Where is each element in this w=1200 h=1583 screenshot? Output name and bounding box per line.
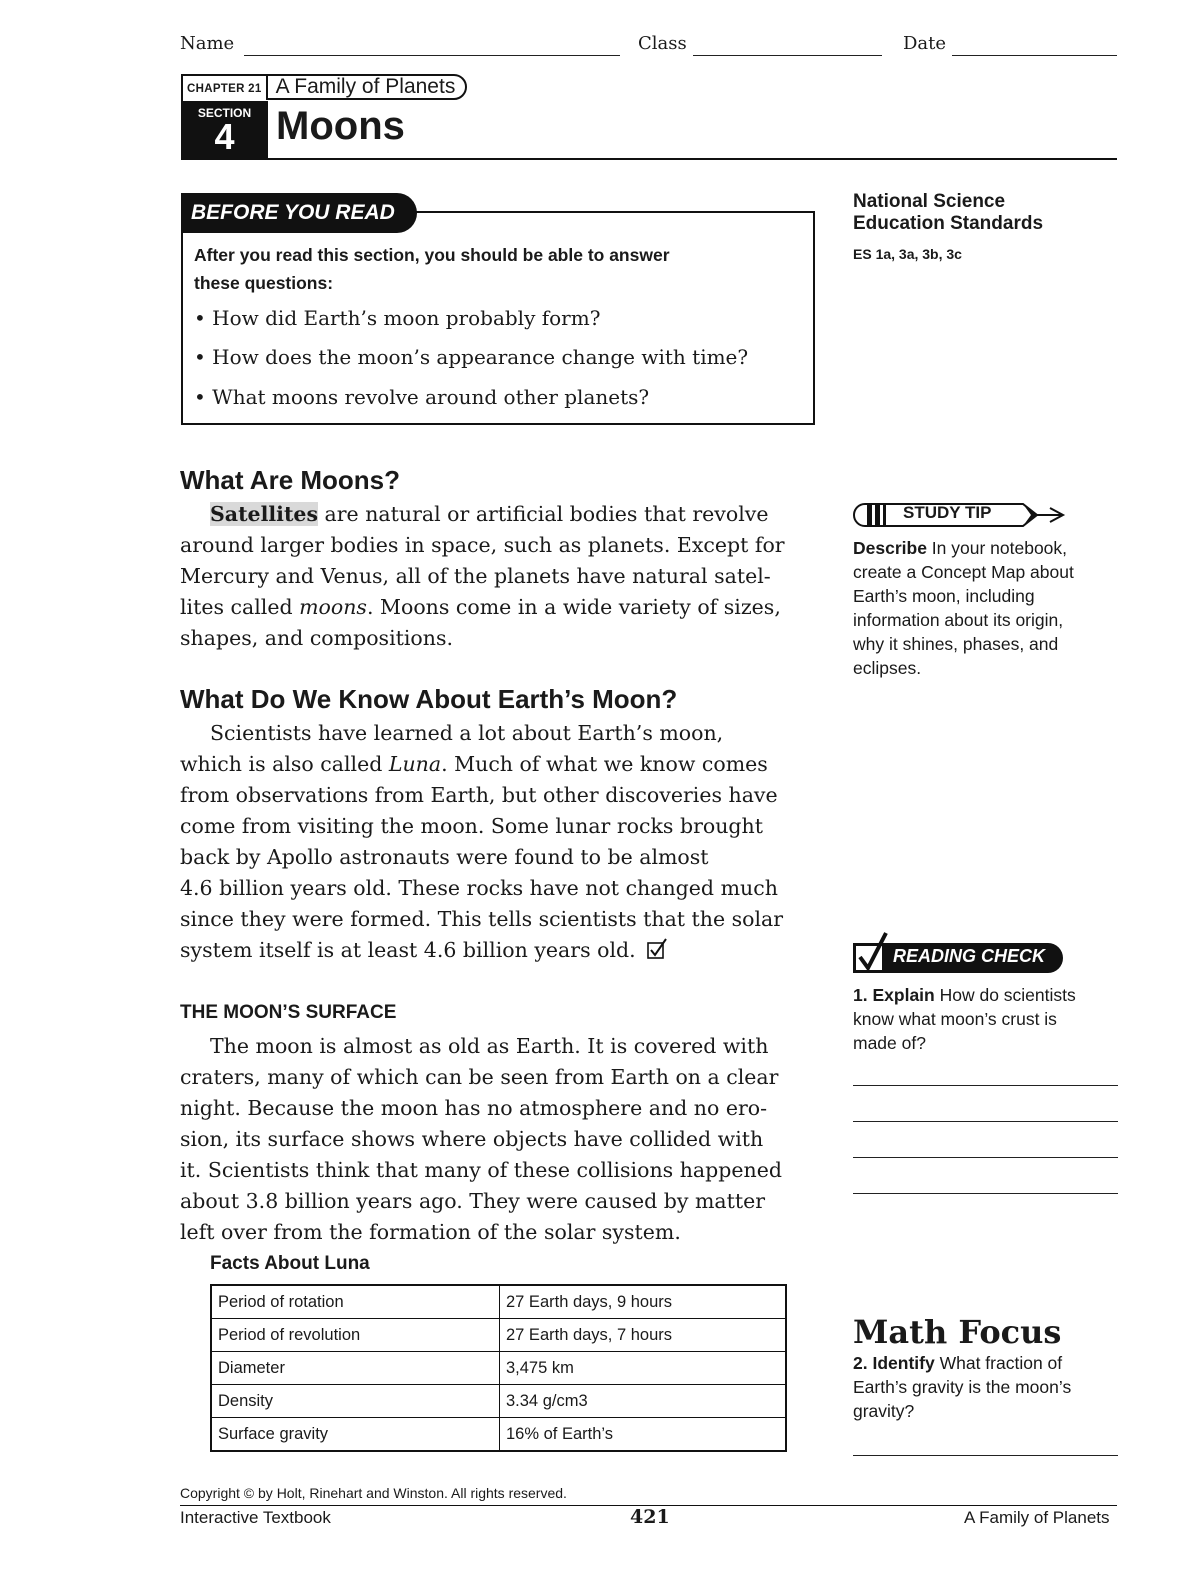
- reading-check-badge: [853, 937, 1065, 977]
- standards-title-line: Education Standards: [853, 213, 1044, 234]
- before-you-read-tab: BEFORE YOU READ: [181, 193, 417, 233]
- table-cell: 27 Earth days, 9 hours: [500, 1285, 787, 1319]
- table-cell: 16% of Earth’s: [500, 1418, 787, 1452]
- table-row: [211, 1418, 786, 1452]
- footer-book-title: Interactive Textbook: [180, 1508, 331, 1527]
- answer-line[interactable]: [853, 1157, 1118, 1158]
- before-you-read-intro: [194, 241, 804, 297]
- vocab-term: Satellites: [210, 502, 319, 526]
- table-cell: 3.34 g/cm3: [500, 1385, 787, 1418]
- table-cell: Period of revolution: [211, 1319, 500, 1352]
- answer-line[interactable]: [853, 1193, 1118, 1194]
- question-item: • How does the moon’s appearance change with time?: [194, 345, 749, 369]
- table-cell: 27 Earth days, 7 hours: [500, 1319, 787, 1352]
- standards-codes: ES 1a, 3a, 3b, 3c: [853, 246, 962, 262]
- reading-check-text: 1. Explain How do scientists know what moon’s crust is made of?: [853, 985, 1076, 1053]
- chapter-row: [181, 74, 467, 102]
- chapter-name: A Family of Planets: [266, 74, 468, 100]
- page-number: 421: [630, 1506, 670, 1528]
- table-cell: Diameter: [211, 1352, 500, 1385]
- table-row: [211, 1385, 786, 1418]
- copyright: Copyright © by Holt, Rinehart and Winston. All rights reserved.: [180, 1485, 567, 1501]
- table-row: [211, 1319, 786, 1352]
- answer-line[interactable]: [853, 1455, 1118, 1456]
- table-cell: Period of rotation: [211, 1285, 500, 1319]
- facts-table: [210, 1284, 787, 1452]
- reading-check-label: READING CHECK: [893, 946, 1046, 966]
- intro-line: After you read this section, you should be able to answer: [194, 245, 670, 265]
- date-field[interactable]: [952, 55, 1117, 56]
- heading-earths-moon: What Do We Know About Earth’s Moon?: [180, 684, 678, 714]
- study-tip-text: Describe In your notebook, create a Concept Map about Earth’s moon, including information about its origin, why it shines, phases, and eclipses.: [853, 538, 1074, 678]
- name-label: Name: [180, 33, 235, 54]
- study-tip-badge: [853, 502, 1068, 526]
- heading-what-are-moons: What Are Moons?: [180, 465, 401, 495]
- question-text: What moons revolve around other planets?: [212, 385, 650, 409]
- table-row: [211, 1352, 786, 1385]
- section-number: 4: [214, 116, 235, 157]
- intro-line: these questions:: [194, 273, 334, 293]
- table-cell: Density: [211, 1385, 500, 1418]
- question-text: How does the moon’s appearance change with time?: [212, 345, 749, 369]
- paragraph-moons-surface: The moon is almost as old as Earth. It is covered with craters, many of which can be seen from Earth on a clear night. Because the moon has no atmosphere and no ero- sion, its surface shows where objects have collided with it. Scientists think that many of these collisions happened about 3.8 billion years ago. They were caused by matter left over from the formation of the solar system.: [180, 1034, 782, 1244]
- paragraph-what-are-moons: Satellites are natural or artificial bodies that revolve around larger bodies in space, such as planets. Except for Mercury and Venus, all of the planets have natural satel- lites called moons. Moons come in a wide variety of sizes, shapes, and compositions.: [180, 502, 785, 650]
- standards-title: [853, 191, 1113, 235]
- name-field[interactable]: [244, 55, 620, 56]
- answer-line[interactable]: [853, 1085, 1118, 1086]
- question-text: How did Earth’s moon probably form?: [212, 306, 601, 330]
- footer-chapter-title: A Family of Planets: [964, 1508, 1110, 1527]
- title-divider: [181, 158, 1117, 160]
- checkmark-icon: [853, 931, 889, 973]
- section-box: [181, 101, 268, 160]
- table-caption: Facts About Luna: [210, 1253, 370, 1274]
- heading-moons-surface: THE MOON’S SURFACE: [180, 1002, 397, 1023]
- question-item: • How did Earth’s moon probably form?: [194, 306, 601, 330]
- page-title: Moons: [276, 104, 405, 148]
- class-field[interactable]: [693, 55, 882, 56]
- chapter-tag: CHAPTER 21: [181, 74, 266, 104]
- table-cell: 3,475 km: [500, 1352, 787, 1385]
- math-focus-title: Math Focus: [853, 1313, 1062, 1351]
- standards-title-line: National Science: [853, 191, 1006, 212]
- answer-line[interactable]: [853, 1121, 1118, 1122]
- section-label: SECTION: [197, 106, 252, 120]
- question-item: • What moons revolve around other planets?: [194, 385, 650, 409]
- study-tip-label: STUDY TIP: [903, 503, 992, 522]
- table-row: [211, 1285, 786, 1319]
- class-label: Class: [638, 33, 687, 54]
- table-cell: Surface gravity: [211, 1418, 500, 1452]
- reading-check-icon: [646, 938, 668, 960]
- date-label: Date: [903, 33, 947, 54]
- paragraph-earths-moon: Scientists have learned a lot about Earth’s moon, which is also called Luna. Much of what we know comes from observations from Earth, but other discoveries have come from visiting the moon. Some lunar rocks brought back by Apollo astronauts were found to be almost 4.6 billion years old. These rocks have not changed much since they were formed. This tells scientists that the solar system itself is at least 4.6 billion years old.: [180, 721, 784, 962]
- math-focus-text: 2. Identify What fraction of Earth’s gravity is the moon’s gravity?: [853, 1353, 1072, 1421]
